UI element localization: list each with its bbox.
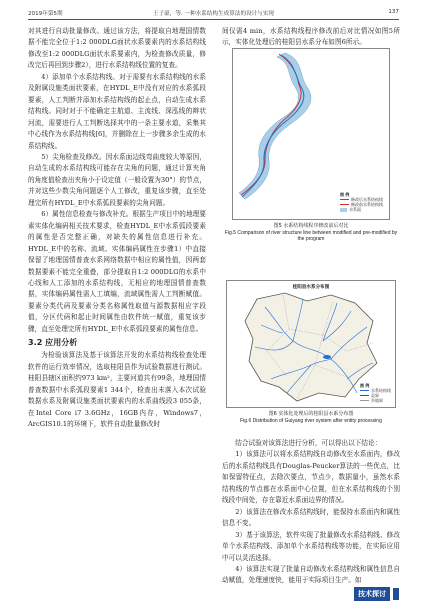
right-column-bottom [222, 438, 400, 587]
article-title: 王子豪，等. 一种水系结构生成算法的设计与实现 [152, 11, 275, 17]
legend-label: 修改前水系结构线 [351, 202, 383, 207]
legend-label: 水系面 [349, 207, 361, 212]
figure-5-map [232, 48, 390, 220]
legend-label: 修改后水系结构线 [351, 197, 383, 202]
legend-item [340, 207, 383, 212]
legend-swatch [360, 395, 369, 397]
paragraph: 为检验该算法及基于该算法开发的水系结构线检查处理软件的运行效率情况，选取桂阳县作为试验数据进行测试。桂阳县辖区面积约973 km²，主要河道共有99条，地理国情普查数据中水系弧段要素1 344个，检查出未落入本次试验数据水系及附属设施类面状要素内的水系曲线段3 055条，在Intel Core i7 3.6GHz，16GB内存，Windows7，ArcGIS10.1的环境下，软件自动批量修改时 [28, 351, 206, 428]
legend-swatch [340, 204, 349, 206]
legend-swatch [360, 400, 369, 402]
figure-6-caption-en: Fig.6 Distribution of Guiyang river system after entity processing [240, 417, 382, 424]
header-rule [28, 19, 399, 20]
paragraph: 6）属性信息检查与修改补充。根据生产项目中的地理要素实体化编码相关技术要求，检查HYDL_E中水系弧段要素的属性是否完整正确，对缺失的属性信息进行补充。HYDL_E中的名称、流域、实体编码属性在步骤1）中直接保留了地理国情普查水系网络数据中相应的属性值，因两套数据要素不能完全重叠，部分提取自1:2 000DLG的水系中心线和人工添加的水系结构线，无相应的地理国情普查数据，实体编码属性需人工填编，流域属性需人工判断赋值。要素分类代码及要素分类名称属性取值与源数据相应字段值，分区代码和起止时间属性由软件统一赋值，重复该步骤，直至处理完所有HYDL_E中水系弧段要素的属性信息。 [28, 210, 206, 333]
figure-5-legend [340, 192, 383, 212]
page-number: 137 [388, 9, 399, 15]
figure-6-map [226, 280, 396, 408]
journal-issue: 2019年第5期 [28, 11, 63, 17]
figure-5 [222, 48, 400, 243]
paragraph: 结合试验对该算法进行分析，可以得出以下结论： [235, 439, 382, 447]
reservoir [323, 355, 331, 359]
paragraph: 间仅需4 min，水系结构线程序修改前后对比情况如图5所示，实体化处理后的桂阳县水系分布如图6所示。 [222, 27, 400, 47]
section-paragraphs [28, 350, 206, 430]
right-paragraphs [222, 438, 400, 587]
paragraph: 2）该算法在修改水系结构线时，能保持水系面内和属性信息不变。 [222, 507, 400, 528]
left-column [28, 26, 206, 430]
water-polygon [239, 53, 311, 199]
paragraph: 对其进行自动批量修改。通过该方法，将提取自地理国情数据不能完全位于1:2 000DLG面状水系要素内的水系结构线修改至1:2 000DLG面状水系要素内，为检查修改质量，修改完后再回到步骤2），进行水系结构线位置的复查。 [28, 27, 206, 70]
figure-6 [222, 280, 400, 424]
legend-swatch [360, 390, 369, 392]
legend-swatch [340, 208, 347, 212]
footer-label: 技术探讨 [354, 587, 390, 601]
paragraph: 4）添加单个水系结构线。对于需要有水系结构线的水系及附属设施类面状要素，在HYDL_E中没有对应的水系弧段要素，人工判断并添加水系结构线的起止点，自动生成水系结构线。同时对于不能确定主航道、主流线、深泓线的辫状河流，需要进行人工判断选择其中的一条主要水道，采集其中心线作为水系结构线[6]，并删除在上一步骤多余生成的水系结构线。 [28, 72, 206, 150]
legend-items [360, 388, 391, 403]
paragraph: 1）该算法可以将水系结构线自动修改至水系面内，修改后的水系结构线具有Douglas-Peucker算法的一些优点，比如保留特征点，去除次要点，节点少，数据量小，虽然水系结构线的节点都在水系面中心位置，但在水系结构线的个别线段中间处，存在靠近水系面边界的情况。 [222, 450, 400, 505]
county-boundary [245, 293, 377, 401]
legend-label: 县界 [371, 393, 379, 398]
running-header [28, 7, 399, 19]
paragraph: 4）该算法实现了批量自动修改水系结构线和属性信息自动赋值，处理速度快，能用于实际项目生产。如 [222, 564, 400, 585]
figure-6-caption-cn: 图6 实体化处理后的桂阳县水系分布图 [268, 411, 354, 417]
paragraph: 5）尖角检查及修改。因水系面边线弯曲度较大等原因，自动生成的水系结构线可能存在尖角的问题，通过计算夹角的角度值检查出夹角小于设定值（一般设置为30°）的节点，并对这些少数尖角问题逐个人工修改，重复该步骤，直至处理完所有HYDL_E中水系弧段要素的尖角问题。 [28, 152, 206, 207]
legend-label: 乡镇界 [371, 398, 383, 403]
legend-swatch [340, 199, 349, 201]
map-title: 桂阳县水系分布图 [292, 285, 330, 290]
figure-5-caption-cn: 图5 水系结构线程序修改前后对比 [273, 223, 349, 229]
section-heading: 3.2 应用分析 [28, 338, 78, 348]
footer-tag [354, 587, 399, 601]
legend-label: 水系结构线 [371, 388, 391, 393]
footer-bar [393, 588, 399, 600]
legend-item [360, 398, 391, 403]
legend-items [340, 197, 383, 212]
left-paragraphs [28, 26, 206, 335]
legend-title: 图 例 [360, 383, 370, 388]
figure-5-caption-en: Fig.5 Comparison of river structure line between modified and pre-modified by the program [224, 229, 398, 243]
paragraph: 3）基于该算法，软件实现了批量修改水系结构线、修改单个水系结构线、添加单个水系结构线等功能，在实际应用中可以灵活选择。 [222, 530, 400, 562]
figure-6-legend [360, 383, 391, 403]
right-column-top [222, 26, 400, 49]
legend-title: 图 例 [340, 192, 350, 197]
